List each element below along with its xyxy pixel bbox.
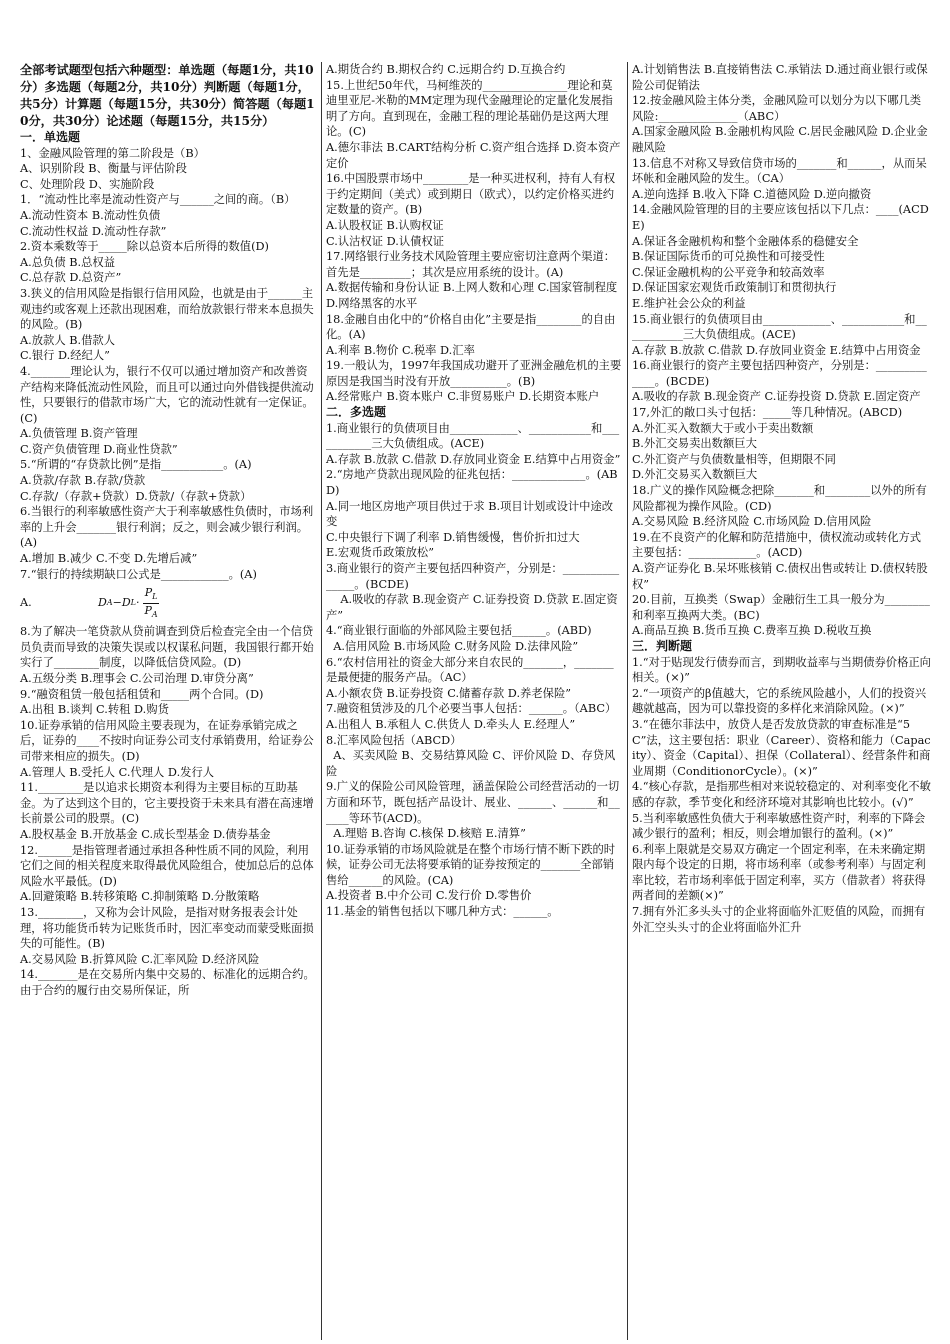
text-line: A.信用风险 B.市场风险 C.财务风险 D.法律风险” bbox=[326, 639, 579, 653]
text-line: C.流动性权益 D.流动性存款” bbox=[20, 224, 167, 238]
text-line: 1、金融风险管理的第二阶段是（B） bbox=[20, 146, 205, 160]
text-line: 8.为了解决一笔贷款从贷前调查到贷后检查完全由一个信贷员负责而导致的决策失误或以权谋私问题，我国银行都开始实行了________制度，以降低信贷风险。(D) bbox=[20, 625, 314, 670]
text-line: A.期货合约 B.期权合约 C.远期合约 D.互换合约 bbox=[326, 63, 566, 76]
text-line: A.存款 B.放款 C.借款 D.存放同业资金 E.结算中占用资金” bbox=[326, 452, 621, 466]
text-line: 7.“银行的持续期缺口公式是____________。(A) bbox=[20, 567, 257, 581]
text-line: 16.商业银行的资产主要包括四种资产，分别是：_____________。(BCDE) bbox=[632, 359, 927, 388]
text-line: 3.商业银行的资产主要包括四种资产，分别是：_______________。(BCDE) bbox=[326, 562, 620, 591]
text-line: 2.“房地产贷款出现风险的征兆包括：_____________。(ABD) bbox=[326, 468, 618, 498]
column-middle bbox=[321, 62, 627, 1340]
duration-gap-formula: D A − D L · $\frac{P_L}{P_A}$ bbox=[98, 585, 158, 619]
text-line: 20.目前，互换类（Swap）金融衍生工具一般分为________和利率互换两大类。(BC) bbox=[632, 593, 930, 622]
text-line: A.流动性资本 B.流动性负债 bbox=[20, 208, 161, 222]
text-line: A.投资者 B.中介公司 C.发行价 D.零售价 bbox=[326, 889, 532, 903]
text-line: 11.________是以追求长期资本利得为主要目标的互助基金。为了达到这个目的，它主要投资于未来具有潜在高速增长前景公司的股票。(C) bbox=[20, 781, 314, 826]
question-list-left bbox=[20, 130, 317, 582]
text-line: A.股权基金 B.开放基金 C.成长型基金 D.债券基金 bbox=[20, 827, 271, 841]
text-line: A.管理人 B.受托人 C.代理人 D.发行人 bbox=[20, 765, 215, 779]
text-line: A.小额农贷 B.证券投资 C.储蓄存款 D.养老保险” bbox=[326, 686, 572, 700]
text-line: A.商品互换 B.货币互换 C.费率互换 D.税收互换 bbox=[632, 624, 872, 638]
text-line: 11.基金的销售包括以下哪几种方式：______。 bbox=[326, 905, 559, 919]
text-line: C.银行 D.经纪人” bbox=[20, 349, 110, 363]
text-line: 1.商业银行的负债项目由____________、___________和___________三大负债组成。(ACE) bbox=[326, 421, 620, 451]
text-line: 三．判断题 bbox=[632, 638, 693, 653]
text-line: A.外汇买入数额大于或小于卖出数额 bbox=[632, 421, 814, 435]
text-line: A.交易风险 B.经济风险 C.市场风险 D.信用风险 bbox=[632, 515, 872, 529]
text-line: A.保证各金融机构和整个金融体系的稳健安全 bbox=[632, 234, 859, 248]
text-line: A.计划销售法 B.直接销售法 C.承销法 D.通过商业银行或保险公司促销法 bbox=[632, 63, 928, 92]
text-line: C.外汇资产与负债数量相等，但期限不同 bbox=[632, 452, 836, 466]
text-line: 14._______是在交易所内集中交易的、标准化的远期合约。由于合约的履行由交易所保证，所 bbox=[20, 968, 315, 997]
text-line: A.增加 B.减少 C.不变 D.先增后减” bbox=[20, 552, 198, 566]
text-line: 17,外汇的敞口头寸包括：_____等几种情况。(ABCD) bbox=[632, 406, 903, 420]
text-line: C.中央银行下调了利率 D.销售缓慢，售价折扣过大 bbox=[326, 530, 580, 544]
text-line: A.认股权证 B.认购权证 bbox=[326, 218, 444, 232]
text-line: 17.网络银行业务技术风险管理主要应密切注意两个渠道：首先是_________；其次是应用系统的设计。(A) bbox=[326, 250, 616, 279]
text-line: 2.资本乘数等于_____除以总资本后所得的数值(D) bbox=[20, 240, 269, 254]
text-line: A.回避策略 B.转移策略 C.抑制策略 D.分散策略 bbox=[20, 890, 260, 904]
text-line: A.理赔 B.咨询 C.核保 D.核赔 E.清算” bbox=[326, 827, 526, 841]
text-line: E.宏观货币政策放松” bbox=[326, 546, 434, 560]
text-line: 2.“一项资产的β值越大，它的系统风险越小，人们的投资兴趣就越高，因为可以靠投资的多样化来消除风险。(×)” bbox=[632, 686, 927, 716]
text-line: A.经常账户 B.资本账户 C.非贸易账户 D.长期资本账户 bbox=[326, 390, 600, 404]
text-line: A.国家金融风险 B.金融机构风险 C.居民金融风险 D.企业金融风险 bbox=[632, 125, 928, 154]
text-line: E.维护社会公众的利益 bbox=[632, 296, 746, 310]
text-line: 10.证券承销的市场风险就是在整个市场行情不断下跌的时候，证券公司无法将要承销的证券按预定的_______全部销售给______的风险。(CA) bbox=[326, 842, 616, 887]
text-line: A.五级分类 B.理事会 C.公司治理 D.审贷分离” bbox=[20, 672, 254, 685]
exam-review-page bbox=[18, 62, 936, 1340]
text-line: A.出租人 B.承租人 C.供货人 D.牵头人 E.经理人” bbox=[326, 717, 576, 731]
text-line: A.吸收的存款 B.现金资产 C.证券投资 D.贷款 E.固定资产” bbox=[326, 593, 618, 622]
text-line: C.资产负债管理 D.商业性贷款” bbox=[20, 442, 178, 456]
text-line: 15.上世纪50年代，马柯维茨的_______________理论和莫迪里亚尼-米勒的MM定理为现代金融理论的定量化发展指明了方向。直到现在，金融工程的理论基础仍是这两大理论。(C) bbox=[326, 78, 613, 139]
text-line: C.存款/（存款+贷款）D.贷款/（存款+贷款） bbox=[20, 489, 252, 503]
column-left bbox=[18, 62, 321, 1340]
question-list-middle bbox=[326, 62, 623, 920]
text-line: B.保证国际货币的可兑换性和可接受性 bbox=[632, 250, 825, 264]
text-line: 5.当利率敏感性负债大于利率敏感性资产时，利率的下降会减少银行的盈利；相反，则会增加银行的盈利。(×)” bbox=[632, 811, 926, 841]
text-line: D.外汇交易买入数额巨大 bbox=[632, 468, 758, 482]
text-line: 1．“流动性比率是流动性资产与______之间的商。（B） bbox=[20, 193, 296, 207]
duration-gap-formula-option bbox=[20, 584, 317, 622]
text-line: 19.在不良资产的化解和防范措施中，债权流动或转化方式主要包括：____________。(ACD) bbox=[632, 530, 922, 560]
text-line: A、买卖风险 B、交易结算风险 C、评价风险 D、存贷风险 bbox=[326, 749, 616, 778]
text-line: A.逆向选择 B.收入下降 C.道德风险 D.逆向撤资 bbox=[632, 187, 872, 201]
text-line: 19.一般认为，1997年我国成功避开了亚洲金融危机的主要原因是我国当时没有开放__________。(B) bbox=[326, 359, 622, 388]
text-line: 1.“对于贴现发行债券而言，到期收益率与当期债券价格正向相关。(×)” bbox=[632, 655, 931, 685]
text-line: 4.“核心存款，是指那些相对来说较稳定的、对利率变化不敏感的存款，季节变化和经济环境对其影响也比较小。(√)” bbox=[632, 780, 931, 809]
text-line: 5.“所谓的“存贷款比例”是指___________。(A) bbox=[20, 458, 252, 472]
text-line: 3.狭义的信用风险是指银行信用风险，也就是由于______主观违约或客观上还款出现困难，而给放款银行带来本息损失的风险。(B) bbox=[20, 286, 314, 332]
text-line: A.总负债 B.总权益 bbox=[20, 255, 116, 269]
text-line: A.资产证券化 B.呆坏账核销 C.债权出售或转让 D.债权转股权” bbox=[632, 562, 928, 591]
text-line: 10.证券承销的信用风险主要表现为，在证券承销完成之后，证券的____不按时向证券公司支付承销费用，给证券公司带来相应的损失。(D) bbox=[20, 718, 314, 763]
text-line: A.同一地区房地产项目供过于求 B.项目计划或设计中途改变 bbox=[326, 499, 614, 529]
text-line: 3.“在德尔菲法中，放贷人是否发放贷款的审查标准是“5C”法，这主要包括：职业（Career）、资格和能力（Capacity）、资金（Capital）、担保（Collateral）、经营条件和商业周期（ConditionorCycle）。(×)” bbox=[632, 717, 931, 778]
text-line: 12.______是指管理者通过承担各种性质不同的风险，利用它们之间的相关程度来取得最优风险组合，使加总后的总体风险水平最低。(D) bbox=[20, 843, 314, 888]
text-line: A.数据传输和身份认证 B.上网人数和心理 C.国家管制程度 D.网络黑客的水平 bbox=[326, 281, 621, 310]
text-line: 15.商业银行的负债项目由____________、___________和___________三大负债组成。(ACE) bbox=[632, 312, 927, 342]
column-right bbox=[627, 62, 936, 1340]
text-line: C、处理阶段 D、实施阶段 bbox=[20, 177, 155, 191]
text-line: A、识别阶段 B、衡量与评估阶段 bbox=[20, 162, 187, 176]
text-line: 13.________，又称为会计风险，是指对财务报表会计处理，将功能货币转为记账货币时，因汇率变动而蒙受账面损失的可能性。(B) bbox=[20, 905, 314, 951]
text-line: 16.中国股票市场中________是一种买进权利，持有人有权于约定期间（美式）或到期日（欧式），以约定价格买进约定数量的资产。(B) bbox=[326, 172, 616, 217]
text-line: A.贷款/存款 B.存款/贷款 bbox=[20, 474, 146, 488]
text-line: 6.“农村信用社的资金大部分来自农民的_______，_______是最便捷的服务产品。（AC） bbox=[326, 655, 614, 685]
exam-format-intro: 全部考试题型包括六种题型：单选题（每题1分，共10分）多选题（每题2分，共10分）判断题（每题1分，共5分）计算题（每题15分，共30分）简答题（每题10分，共30分）论述题（每题15分，共15分） bbox=[20, 63, 315, 128]
formula-fraction: $\frac{P_L}{P_A}$ bbox=[144, 585, 158, 619]
text-line: 7.融资租赁涉及的几个必要当事人包括：______。（ABC） bbox=[326, 702, 617, 716]
text-line: A.德尔菲法 B.CART结构分析 C.资产组合选择 D.资本资产定价 bbox=[326, 140, 621, 170]
text-line: 18.金融自由化中的“价格自由化”主要是指________的自由化。(A) bbox=[326, 312, 616, 342]
text-line: 4._______理论认为，银行不仅可以通过增加资产和改善资产结构来降低流动性风险，而且可以通过向外借钱提供流动性，只要银行的借款市场广大，它的流动性就有一定保证。(C) bbox=[20, 364, 314, 425]
text-line: 9.“融资租赁一般包括租赁和_____两个合同。(D) bbox=[20, 687, 264, 701]
text-line: A.出租 B.谈判 C.转租 D.购货 bbox=[20, 703, 169, 717]
text-line: C.保证金融机构的公平竞争和较高效率 bbox=[632, 265, 825, 279]
text-line: A.利率 B.物价 C.税率 D.汇率 bbox=[326, 343, 475, 357]
text-line: 6.利率上限就是交易双方确定一个固定利率，在未来确定期限内每个设定的日期，将市场利率（或参考利率）与固定利率比较，若市场利率低于固定利率，买方（借款者）将获得两者间的差额(×)” bbox=[632, 842, 926, 903]
text-line: C.认沽权证 D.认債权证 bbox=[326, 234, 445, 248]
text-line: A.吸收的存款 B.现金资产 C.证券投资 D.贷款 E.固定资产 bbox=[632, 390, 921, 404]
text-line: 14.金融风险管理的目的主要应该包括以下几点：____(ACDE) bbox=[632, 203, 929, 232]
text-line: D.保证国家宏观货币政策制订和贯彻执行 bbox=[632, 281, 837, 295]
text-line: 18.广义的操作风险概念把除_______和________以外的所有风险都视为操作风险。(CD) bbox=[632, 484, 927, 513]
text-line: B.外汇交易卖出数额巨大 bbox=[632, 437, 757, 451]
text-line: 13.信息不对称又导致信贷市场的_______和______，从而呆坏帐和金融风险的发生。（CA） bbox=[632, 156, 927, 186]
text-line: 6.当银行的利率敏感性资产大于利率敏感性负债时，市场利率的上升会_______银行利润；反之，则会减少银行利润。(A) bbox=[20, 505, 314, 550]
text-line: A.放款人 B.借款人 bbox=[20, 333, 116, 347]
text-line: 12.按金融风险主体分类，金融风险可以划分为以下哪几类风险:______________（ABC） bbox=[632, 94, 922, 123]
text-line: 8.汇率风险包括（ABCD） bbox=[326, 733, 462, 747]
question-list-right bbox=[632, 62, 932, 935]
question-list-left-continued bbox=[20, 624, 317, 998]
text-line: A.存款 B.放款 C.借款 D.存放同业资金 E.结算中占用资金 bbox=[632, 343, 921, 357]
text-line: C.总存款 D.总资产” bbox=[20, 271, 122, 285]
text-line: 4.“商业银行面临的外部风险主要包括______。(ABD) bbox=[326, 624, 592, 638]
text-line: 7.拥有外汇多头头寸的企业将面临外汇贬值的风险，而拥有外汇空头头寸的企业将面临外汇升 bbox=[632, 905, 926, 934]
text-line: 二．多选题 bbox=[326, 405, 387, 420]
text-line: A.负债管理 B.资产管理 bbox=[20, 427, 138, 441]
text-line: 一．单选题 bbox=[20, 130, 81, 144]
text-line: 9.广义的保险公司风险管理，涵盖保险公司经营活动的一切方面和环节，既包括产品设计、展业、______、______和______等环节(ACD)。 bbox=[326, 780, 620, 825]
text-line: A.交易风险 B.折算风险 C.汇率风险 D.经济风险 bbox=[20, 952, 260, 966]
formula-option-label: A. bbox=[20, 596, 32, 610]
